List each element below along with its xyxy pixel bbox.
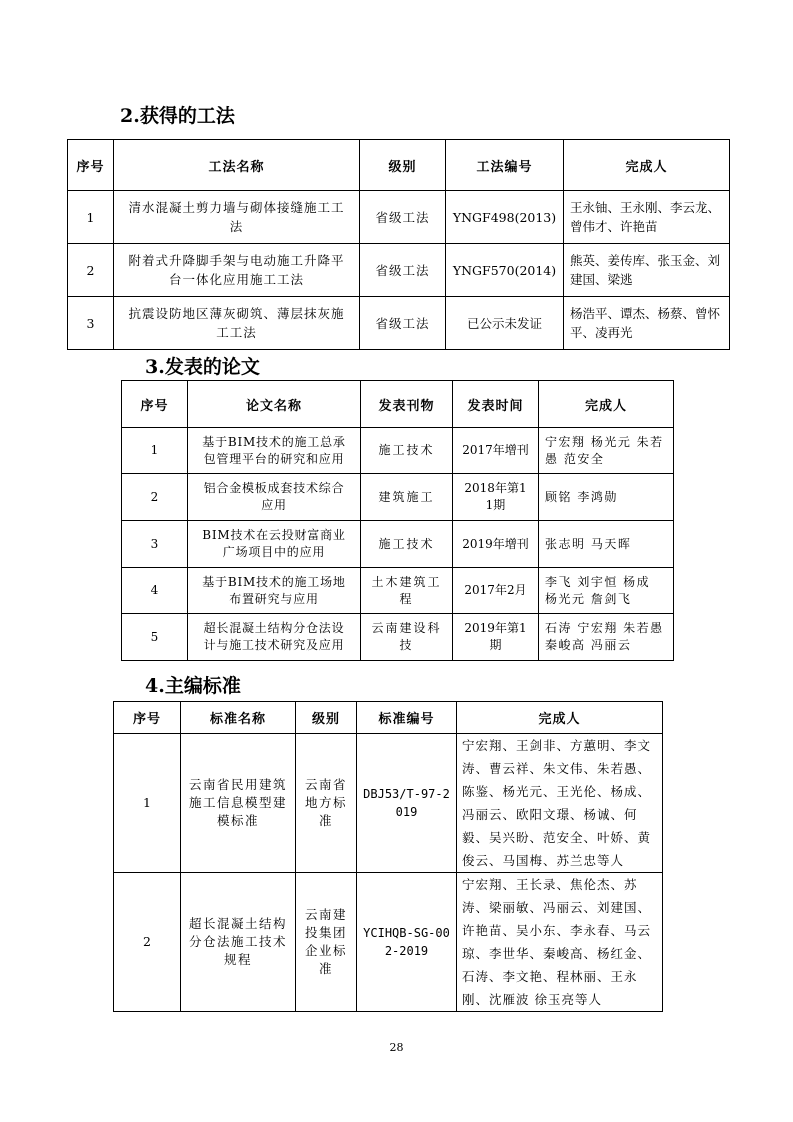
cell-title: 基于BIM技术的施工总承包管理平台的研究和应用 <box>188 428 361 474</box>
table-row <box>114 734 663 873</box>
cell-name: 抗震设防地区薄灰砌筑、薄层抹灰施工工法 <box>114 297 360 350</box>
page-number: 28 <box>389 1041 404 1054</box>
cell-no: 3 <box>122 521 188 568</box>
column-header-no: 序号 <box>122 381 188 428</box>
methods-table <box>67 139 730 350</box>
cell-title: 铝合金模板成套技术综合应用 <box>188 474 361 521</box>
cell-time: 2017年增刊 <box>453 428 539 474</box>
cell-time: 2017年2月 <box>453 568 539 614</box>
column-header-code: 工法编号 <box>446 140 564 191</box>
cell-authors: 宁宏翔、王长录、焦伦杰、苏涛、梁丽敏、冯丽云、刘建国、许艳苗、吴小东、李永春、马云琼、李世华、秦峻高、杨红金、石涛、李文艳、程林丽、王永刚、沈雁波 徐玉亮等人 <box>457 873 663 1012</box>
table-row <box>68 191 730 244</box>
standards-heading: 4.主编标准 <box>145 675 241 697</box>
cell-title: BIM技术在云投财富商业广场项目中的应用 <box>188 521 361 568</box>
papers-table <box>121 380 674 661</box>
column-header-no: 序号 <box>114 702 181 734</box>
cell-no: 1 <box>122 428 188 474</box>
table-row <box>68 297 730 350</box>
cell-name: 附着式升降脚手架与电动施工升降平台一体化应用施工工法 <box>114 244 360 297</box>
standards-table <box>113 701 663 1012</box>
cell-journal: 施工技术 <box>361 428 453 474</box>
cell-authors: 熊英、姜传库、张玉金、刘建国、梁逃 <box>564 244 730 297</box>
column-header-level: 级别 <box>296 702 357 734</box>
column-header-code: 标准编号 <box>357 702 457 734</box>
cell-code: YCIHQB-SG-002-2019 <box>357 873 457 1012</box>
cell-authors: 李飞 刘宇恒 杨成 杨光元 詹剑飞 <box>539 568 674 614</box>
papers-heading: 3.发表的论文 <box>145 356 260 378</box>
cell-authors: 顾铭 李鸿勋 <box>539 474 674 521</box>
cell-no: 1 <box>68 191 114 244</box>
cell-authors: 宁宏翔、王剑非、方蕙明、李文涛、曹云祥、朱文伟、朱若愚、陈鉴、杨光元、王光伦、杨成、冯丽云、欧阳文璟、杨诚、何毅、吴兴盼、范安全、叶娇、黄俊云、马国梅、苏兰忠等人 <box>457 734 663 873</box>
cell-authors: 张志明 马天晖 <box>539 521 674 568</box>
cell-level: 省级工法 <box>360 297 446 350</box>
cell-title: 基于BIM技术的施工场地布置研究与应用 <box>188 568 361 614</box>
cell-authors: 宁宏翔 杨光元 朱若愚 范安全 <box>539 428 674 474</box>
table-header-row <box>114 702 663 734</box>
cell-time: 2019年增刊 <box>453 521 539 568</box>
cell-journal: 土木建筑工程 <box>361 568 453 614</box>
cell-time: 2019年第1期 <box>453 614 539 661</box>
column-header-authors: 完成人 <box>564 140 730 191</box>
cell-title: 超长混凝土结构分仓法设计与施工技术研究及应用 <box>188 614 361 661</box>
column-header-journal: 发表刊物 <box>361 381 453 428</box>
cell-name: 超长混凝土结构分仓法施工技术规程 <box>181 873 296 1012</box>
cell-no: 2 <box>114 873 181 1012</box>
cell-no: 5 <box>122 614 188 661</box>
cell-level: 云南省地方标准 <box>296 734 357 873</box>
column-header-time: 发表时间 <box>453 381 539 428</box>
cell-level: 云南建投集团企业标准 <box>296 873 357 1012</box>
cell-journal: 建筑施工 <box>361 474 453 521</box>
cell-no: 3 <box>68 297 114 350</box>
cell-authors: 王永铀、王永刚、李云龙、曾伟才、许艳苗 <box>564 191 730 244</box>
table-header-row <box>122 381 674 428</box>
methods-heading: 2.获得的工法 <box>120 105 235 127</box>
cell-no: 2 <box>122 474 188 521</box>
cell-no: 1 <box>114 734 181 873</box>
cell-no: 2 <box>68 244 114 297</box>
table-row <box>114 873 663 1012</box>
column-header-level: 级别 <box>360 140 446 191</box>
cell-code: YNGF498(2013) <box>446 191 564 244</box>
cell-time: 2018年第11期 <box>453 474 539 521</box>
table-row <box>122 614 674 661</box>
cell-code: DBJ53/T-97-2019 <box>357 734 457 873</box>
cell-name: 清水混凝土剪力墙与砌体接缝施工工法 <box>114 191 360 244</box>
table-row <box>122 474 674 521</box>
cell-authors: 石涛 宁宏翔 朱若愚 秦峻高 冯丽云 <box>539 614 674 661</box>
cell-level: 省级工法 <box>360 191 446 244</box>
cell-journal: 云南建设科技 <box>361 614 453 661</box>
column-header-title: 论文名称 <box>188 381 361 428</box>
table-row <box>68 244 730 297</box>
table-row <box>122 428 674 474</box>
cell-journal: 施工技术 <box>361 521 453 568</box>
table-header-row <box>68 140 730 191</box>
column-header-name: 工法名称 <box>114 140 360 191</box>
column-header-authors: 完成人 <box>457 702 663 734</box>
column-header-name: 标准名称 <box>181 702 296 734</box>
column-header-no: 序号 <box>68 140 114 191</box>
cell-name: 云南省民用建筑施工信息模型建模标准 <box>181 734 296 873</box>
cell-no: 4 <box>122 568 188 614</box>
table-row <box>122 568 674 614</box>
column-header-authors: 完成人 <box>539 381 674 428</box>
cell-code: YNGF570(2014) <box>446 244 564 297</box>
cell-authors: 杨浩平、谭杰、杨蔡、曾怀平、凌再光 <box>564 297 730 350</box>
cell-code: 已公示未发证 <box>446 297 564 350</box>
table-row <box>122 521 674 568</box>
cell-level: 省级工法 <box>360 244 446 297</box>
